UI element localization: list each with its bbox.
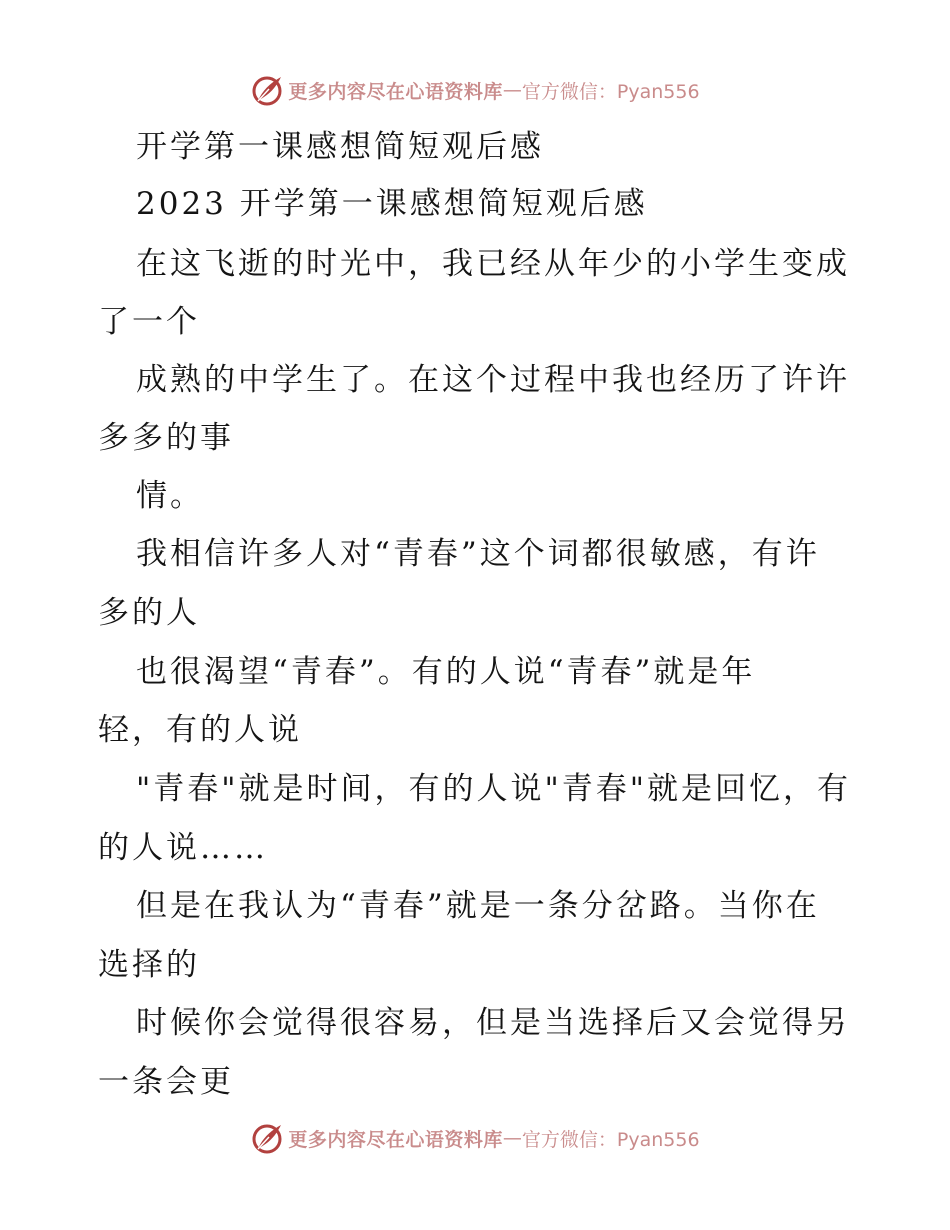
paragraph-line: 也很渴望“青春”。有的人说“青春”就是年 [136,654,756,690]
paragraph-line: 多多的事 [98,420,234,456]
footer-watermark [0,1118,950,1158]
paragraph-line: 情。 [136,478,204,514]
paragraph-line: 在这飞逝的时光中，我已经从年少的小学生变成 [136,246,850,282]
paragraph-line: 成熟的中学生了。在这个过程中我也经历了许许 [136,362,850,398]
paragraph-line: 时候你会觉得很容易，但是当选择后又会觉得另 [136,1005,850,1041]
feather-logo-icon [250,1121,284,1155]
paragraph-line: 了一个 [98,304,200,340]
doc-subtitle: 2023 开学第一课感想简短观后感 [136,186,648,222]
paragraph-line: 我相信许多人对“青春”这个词都很敏感，有许 [136,536,820,572]
watermark-text: 更多内容尽在心语资料库 [288,1128,503,1151]
doc-title: 开学第一课感想简短观后感 [136,129,544,165]
paragraph-line: 一条会更 [98,1064,234,1100]
watermark-wechat: 官方微信：Pyan556 [521,80,700,103]
watermark-text: 更多内容尽在心语资料库 [288,80,503,103]
paragraph-line: 但是在我认为“青春”就是一条分岔路。当你在 [136,888,820,924]
paragraph-line: 多的人 [98,595,200,631]
watermark-dash: — [502,1127,522,1149]
paragraph-line: 的人说…… [98,830,268,866]
paragraph-line: 轻，有的人说 [98,712,302,748]
watermark-dash: — [502,79,522,101]
paragraph-line: "青春"就是时间，有的人说"青春"就是回忆，有 [136,771,852,807]
watermark-wechat: 官方微信：Pyan556 [521,1128,700,1151]
paragraph-line: 选择的 [98,947,200,983]
